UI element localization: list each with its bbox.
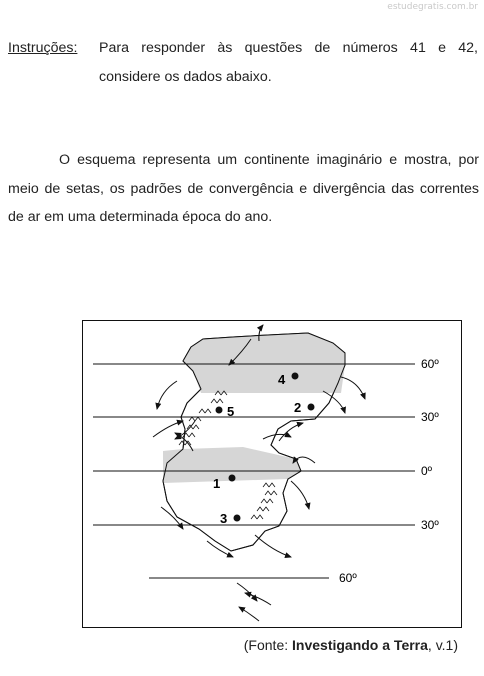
latitude-label-equator: 0º — [421, 464, 433, 478]
instructions-line-2: considere os dados abaixo. — [99, 69, 272, 85]
northern-shaded-band — [183, 333, 345, 393]
instructions-line-1: Para responder às questões de números 41 e 42, — [99, 40, 478, 56]
latitude-label-60s: 60º — [339, 571, 357, 585]
point-3-label: 3 — [220, 511, 228, 526]
latitude-label-60n: 60º — [421, 357, 439, 371]
latitude-label-30s: 30º — [421, 518, 439, 532]
watermark: estudegratis.com.br — [387, 2, 478, 12]
point-4-label: 4 — [278, 372, 286, 387]
point-4-marker — [292, 373, 299, 380]
instructions-label: Instruções: — [8, 40, 78, 56]
latitude-label-30n: 30º — [421, 410, 439, 424]
point-2-marker — [308, 404, 315, 411]
point-1-label: 1 — [213, 476, 221, 491]
caption-prefix: (Fonte: — [243, 637, 293, 653]
point-3-marker — [234, 515, 241, 522]
figure-caption — [244, 637, 458, 653]
caption-suffix: , v.1) — [427, 637, 458, 653]
point-1-marker — [229, 475, 236, 482]
point-5-label: 5 — [227, 404, 235, 419]
caption-title: Investigando a Terra — [292, 637, 428, 653]
question-paragraph: O esquema representa um continente imaginário e mostra, por meio de setas, os padrões de convergência e divergência das correntes de ar em uma determinada época do ano. — [8, 152, 479, 225]
point-5-marker — [216, 407, 223, 414]
instructions — [8, 34, 478, 92]
continent-diagram — [82, 320, 462, 628]
point-2-label: 2 — [294, 400, 302, 415]
